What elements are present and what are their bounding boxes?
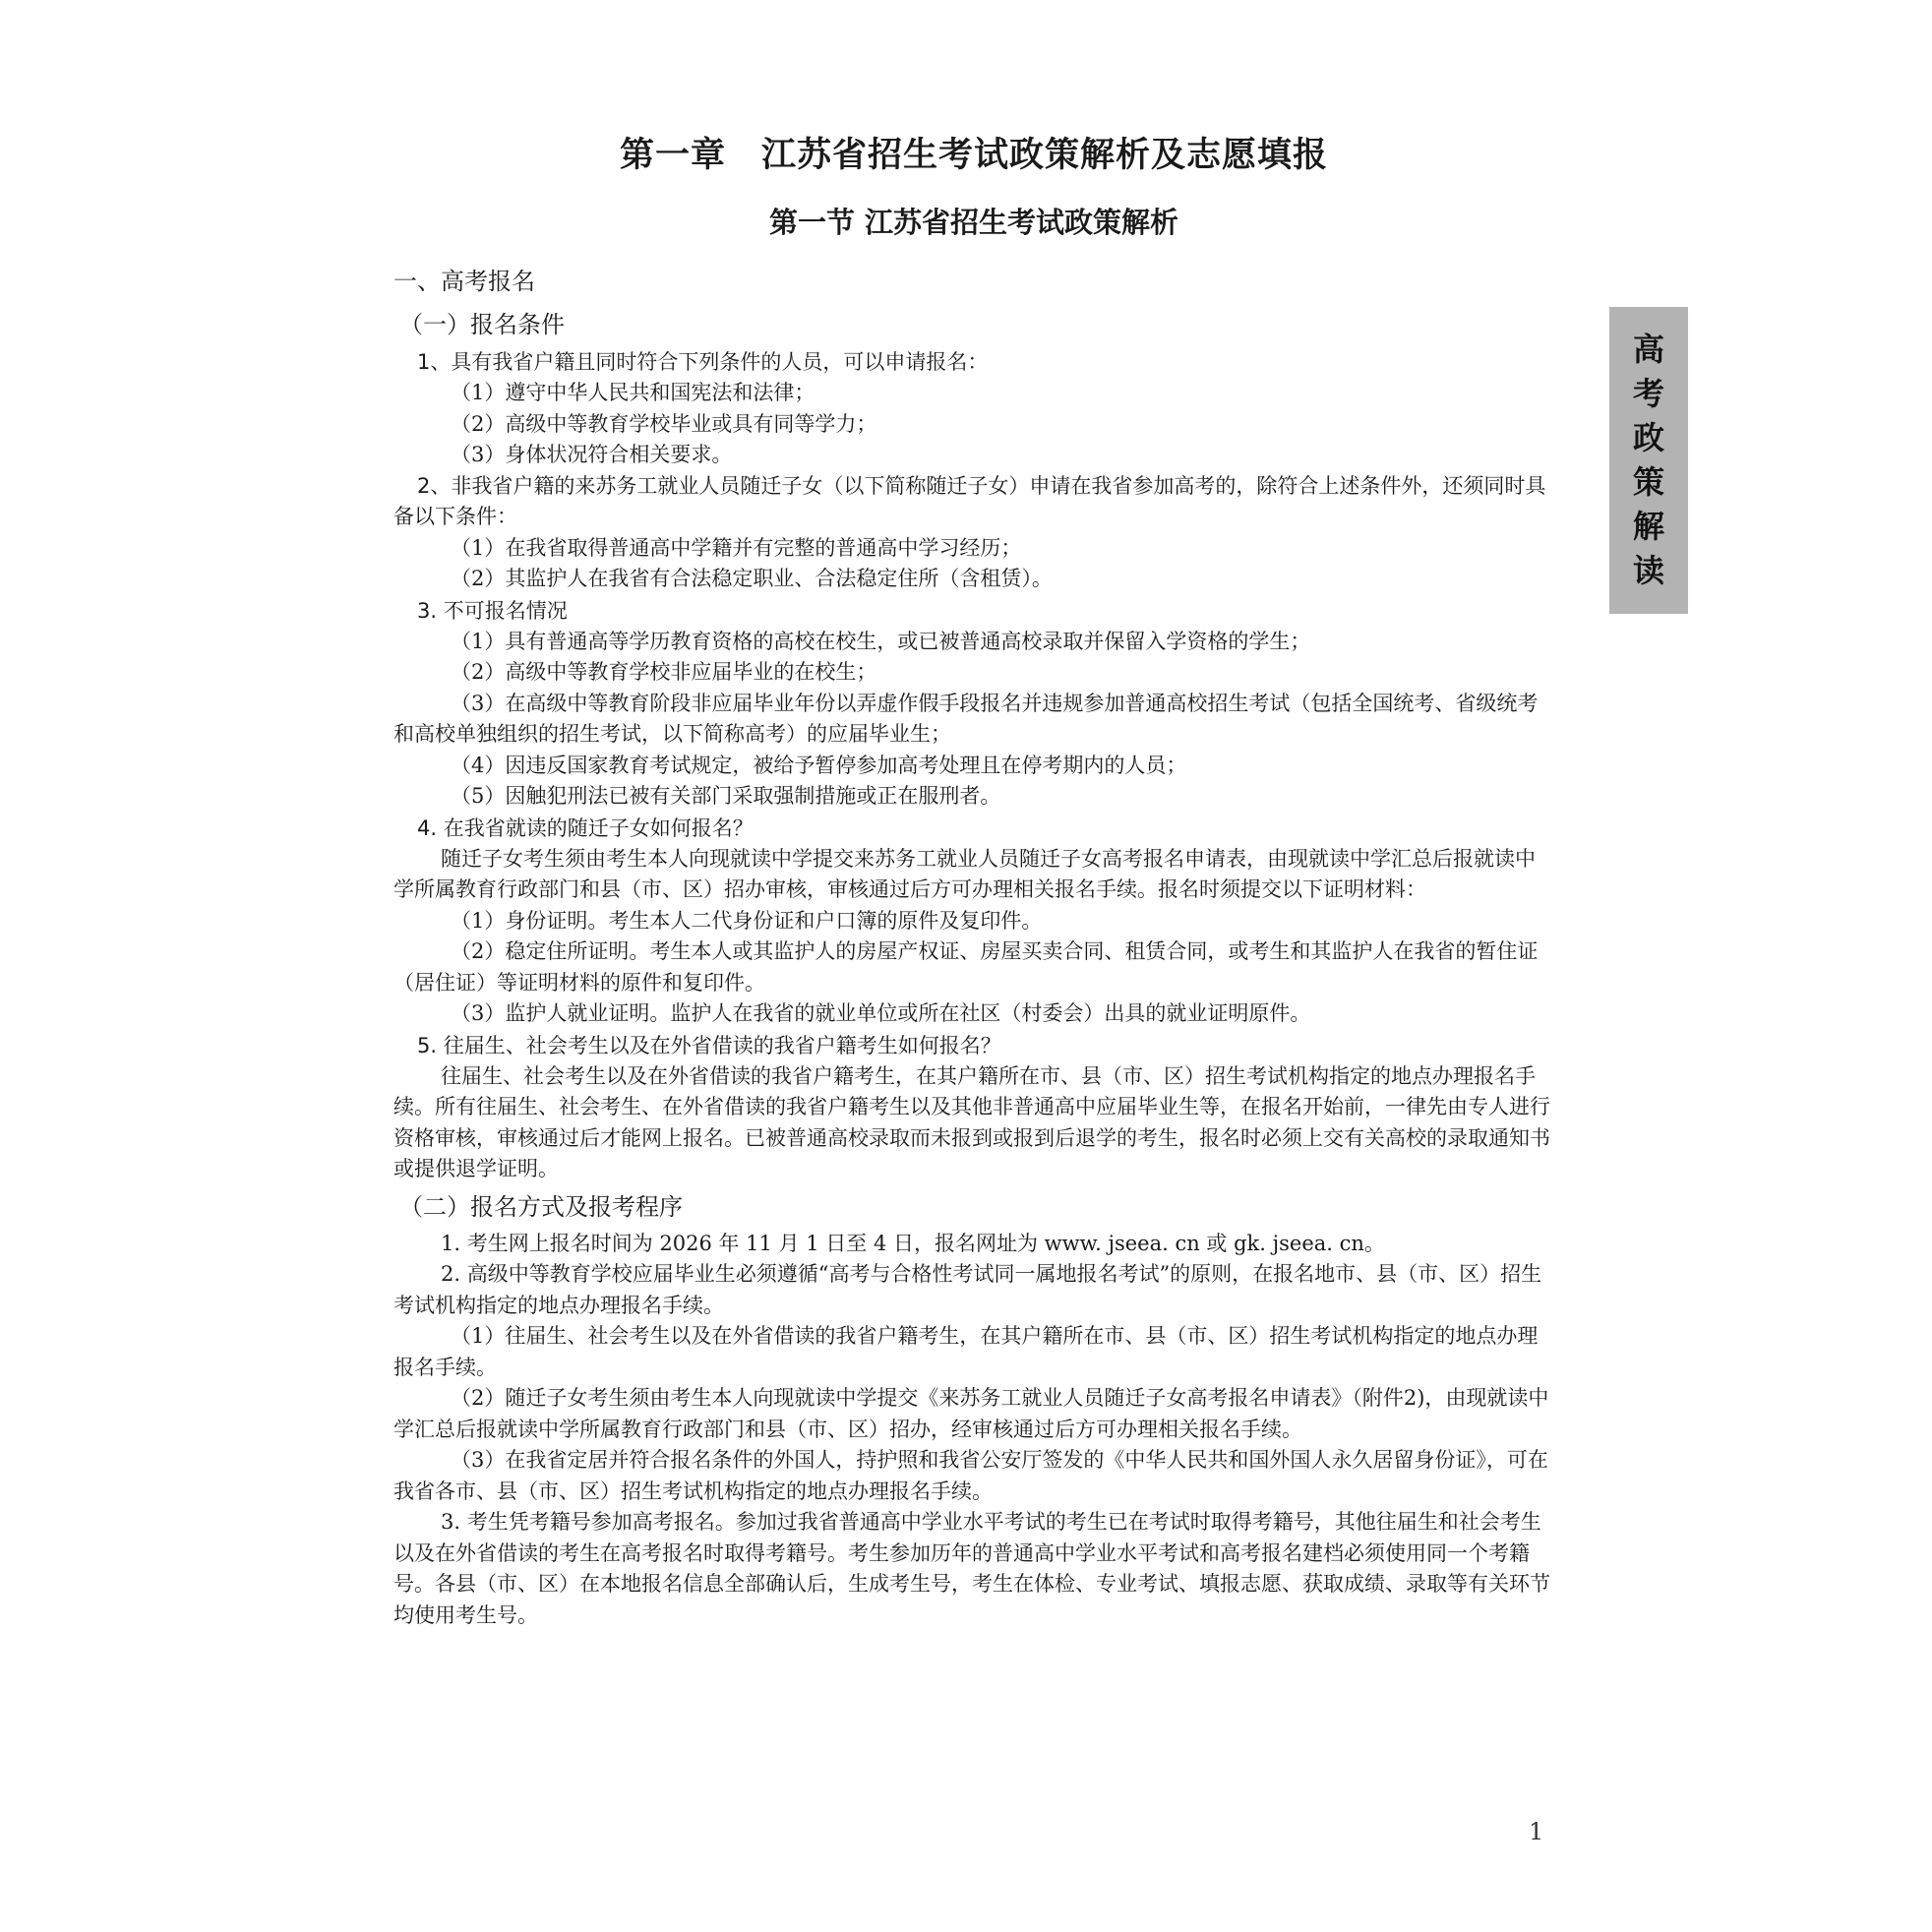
side-tab-char: 高 [1632,331,1664,368]
list-item: （3）身体状况符合相关要求。 [451,443,733,466]
condition-1-heading: 1、具有我省户籍且同时符合下列条件的人员，可以申请报名： [417,350,989,374]
list-item: （3）在我省定居并符合报名条件的外国人，持护照和我省公安厅签发的《中华人民共和国外国人永久居留身份证》，可在我省各市、县（市、区）招生考试机构指定的地点办理报名手续。 [393,1448,1548,1503]
list-item: （1）往届生、社会考生以及在外省借读的我省户籍考生，在其户籍所在市、县（市、区）招生考试机构指定的地点办理报名手续。 [393,1324,1539,1379]
side-tab-char: 策 [1632,463,1664,501]
list-item: （2）高级中等教育学校非应届毕业的在校生； [451,660,877,684]
list-item: （3）监护人就业证明。监护人在我省的就业单位或所在社区（村委会）出具的就业证明原件。 [451,1001,1311,1025]
paragraph: 随迁子女考生须由考生本人向现就读中学提交来苏务工就业人员随迁子女高考报名申请表，由现就读中学汇总后报就读中学所属教育行政部门和县（市、区）招办审核，审核通过后方可办理相关报名手续。报名时须提交以下证明材料： [393,846,1536,901]
heading-registration: 一、高考报名 [393,268,535,295]
paragraph: 2. 高级中等教育学校应届毕业生必须遵循“高考与合格性考试同一属地报名考试”的原则，在报名地市、县（市、区）招生考试机构指定的地点办理报名手续。 [393,1262,1542,1317]
list-item: （1）在我省取得普通高中学籍并有完整的普通高中学习经历； [451,535,1022,560]
paragraph: 3. 考生凭考籍号参加高考报名。参加过我省普通高中学业水平考试的考生已在考试时取得考籍号，其他往届生和社会考生以及在外省借读的考生在高考报名时取得考籍号。考生参加历年的普通高中学业水平考试和高考报名建档必须使用同一个考籍号。各县（市、区）在本地报名信息全部确认后，生成考生号，考生在体检、专业考试、填报志愿、获取成绩、录取等有关环节均使用考生号。 [393,1510,1550,1627]
subheading-procedure: （二）报名方式及报考程序 [399,1192,683,1221]
condition-4-heading: 4. 在我省就读的随迁子女如何报名？ [417,815,754,840]
chapter-title: 第一章 江苏省招生考试政策解析及志愿填报 [619,136,1328,175]
condition-3-heading: 3. 不可报名情况 [417,598,568,623]
section-title: 第一节 江苏省招生考试政策解析 [768,206,1179,239]
paragraph: 往届生、社会考生以及在外省借读的我省户籍考生，在其户籍所在市、县（市、区）招生考试机构指定的地点办理报名手续。所有往届生、社会考生、在外省借读的我省户籍考生以及其他非普通高中应届毕业生等，在报名开始前，一律先由专人进行资格审核，审核通过后才能网上报名。已被普通高校录取而未报到或报到后退学的考生，报名时必须上交有关高校的录取通知书或提供退学证明。 [393,1063,1550,1180]
side-tab-char: 考 [1632,375,1664,412]
list-item: （2）随迁子女考生须由考生本人向现就读中学提交《来苏务工就业人员随迁子女高考报名申请表》（附件2)，由现就读中学汇总后报就读中学所属教育行政部门和县（市、区）招办，经审核通过后方可办理相关报名手续。 [393,1386,1549,1441]
list-item: （3）在高级中等教育阶段非应届毕业年份以弄虚作假手段报名并违规参加普通高校招生考试（包括全国统考、省级统考和高校单独组织的招生考试，以下简称高考）的应届毕业生； [393,691,1539,746]
page-number: 1 [1529,1818,1544,1845]
list-item: （1）具有普通高等学历教育资格的高校在校生，或已被普通高校录取并保留入学资格的学生； [451,629,1311,653]
list-item: （1）身份证明。考生本人二代身份证和户口簿的原件及复印件。 [451,908,1043,933]
page-content [393,128,1554,1631]
list-item: （2）其监护人在我省有合法稳定职业、合法稳定住所（含租赁）。 [451,567,1053,590]
condition-5-heading: 5. 往届生、社会考生以及在外省借读的我省户籍考生如何报名？ [417,1033,1001,1057]
side-tab-char: 解 [1632,508,1664,545]
side-tab [1609,307,1688,614]
list-item: （5）因触犯刑法已被有关部门采取强制措施或正在服刑者。 [451,784,1001,808]
list-item: （1）遵守中华人民共和国宪法和法律； [451,381,815,404]
side-tab-char: 读 [1632,552,1664,589]
condition-2-heading: 2、非我省户籍的来苏务工就业人员随迁子女（以下简称随迁子女）申请在我省参加高考的，除符合上述条件外，还须同时具备以下条件： [393,473,1546,528]
list-item: （4）因违反国家教育考试规定，被给予暂停参加高考处理且在停考期内的人员； [451,753,1187,777]
list-item: （2）稳定住所证明。考生本人或其监护人的房屋产权证、房屋买卖合同、租赁合同，或考生和其监护人在我省的暂住证（居住证）等证明材料的原件和复印件。 [393,939,1539,995]
paragraph: 1. 考生网上报名时间为 2026 年 11 月 1 日至 4 日，报名网址为 www. jseea. cn 或 gk. jseea. cn。 [441,1231,1385,1255]
list-item: （2）高级中等教育学校毕业或具有同等学力； [451,411,877,436]
side-tab-char: 政 [1632,419,1664,456]
subheading-conditions: （一）报名条件 [399,311,565,338]
